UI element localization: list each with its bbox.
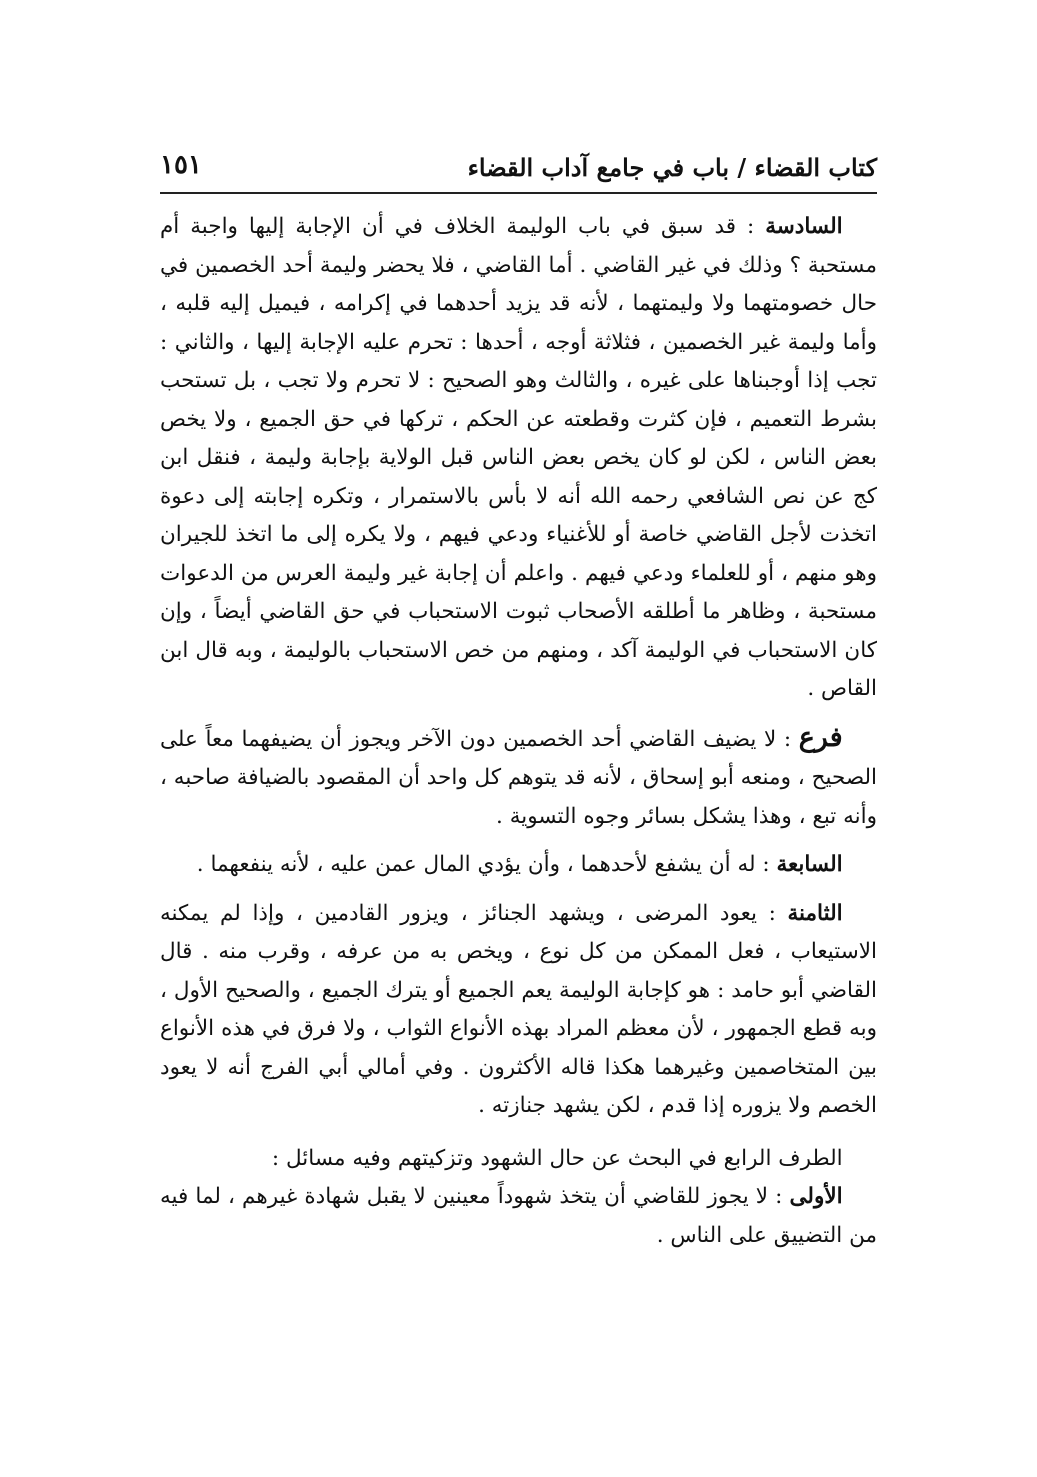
paragraph-heading: الأولى	[789, 1184, 843, 1209]
paragraph-text: : قد سبق في باب الوليمة الخلاف في أن الإجابة إليها واجبة أم مستحبة ؟ وذلك في غير القاضي . أما القاضي ، فلا يحضر وليمة أحد الخصمين في حال خصومتهما ولا وليمتهما ، لأنه قد يزيد أحدهما في إكرامه ، فيميل إليه قلبه ، وأما وليمة غير الخصمين ، فثلاثة أوجه ، أحدها : تحرم عليه الإجابة إليها ، والثاني : تجب إذا أوجبناها على غيره ، والثالث وهو الصحيح : لا تحرم ولا تجب ، بل تستحب بشرط التعميم ، فإن كثرت وقطعته عن الحكم ، تركها في حق الجميع ، ولا يخص بعض الناس ، لكن لو كان يخص بعض الناس قبل الولاية بإجابة وليمة ، فنقل ابن كج عن نص الشافعي رحمه الله أنه لا بأس بالاستمرار ، وتكره إجابته إلى دعوة اتخذت لأجل القاضي خاصة أو للأغنياء ودعي فيهم ، ولا يكره إلى ما اتخذ للجيران وهو منهم ، أو للعلماء ودعي فيهم . واعلم أن إجابة غير وليمة العرس من الدعوات مستحبة ، وظاهر ما أطلقه الأصحاب ثبوت الاستحباب في حق القاضي أيضاً ، وإن كان الاستحباب في الوليمة آكد ، ومنهم من خص الاستحباب بالوليمة ، وبه قال ابن القاص .	[160, 214, 877, 701]
paragraph-seventh	[160, 846, 877, 885]
paragraph-heading: الثامنة	[787, 900, 843, 926]
paragraph-text: : له أن يشفع لأحدهما ، وأن يؤدي المال عمن عليه ، لأنه ينفعهما .	[196, 852, 777, 877]
paragraph-text: : لا يجوز للقاضي أن يتخذ شهوداً معينين لا يقبل شهادة غيرهم ، لما فيه من التضييق على الناس .	[160, 1184, 877, 1248]
paragraph-text: : لا يضيف القاضي أحد الخصمين دون الآخر ويجوز أن يضيفهما معاً على الصحيح ، ومنعه أبو إسحاق ، لأنه قد يتوهم كل واحد أن المقصود بالضيافة صاحبه ، وأنه تبع ، وهذا يشكل بسائر وجوه التسوية .	[160, 726, 877, 829]
chapter-title: كتاب القضاء / باب في جامع آداب القضاء	[467, 153, 877, 182]
section-heading	[160, 1140, 877, 1179]
paragraph-heading: السابعة	[776, 852, 843, 877]
running-header	[160, 140, 877, 194]
paragraph-first	[160, 1178, 877, 1255]
paragraph-heading: السادسة	[765, 214, 843, 239]
paragraph-sixth	[160, 208, 877, 709]
text-body	[160, 208, 877, 1255]
page-number: ١٥١	[160, 150, 202, 180]
paragraph-branch	[160, 719, 877, 837]
paragraph-heading: فرع	[798, 721, 843, 753]
paragraph-text: : يعود المرضى ، ويشهد الجنائز ، ويزور القادمين ، وإذا لم يمكنه الاستيعاب ، فعل الممكن من كل نوع ، ويخص به من عرفه ، وقرب منه . قال القاضي أبو حامد : هو كإجابة الوليمة يعم الجميع أو يترك الجميع ، والصحيح الأول ، وبه قطع الجمهور ، لأن معظم المراد بهذه الأنواع الثواب ، ولا فرق في هذه الأنواع بين المتخاصمين وغيرهما هكذا قاله الأكثرون . وفي أمالي أبي الفرج أنه لا يعود الخصم ولا يزوره إذا قدم ، لكن يشهد جنازته .	[160, 900, 877, 1118]
section-heading-text: الطرف الرابع في البحث عن حال الشهود وتزكيتهم وفيه مسائل :	[271, 1145, 843, 1171]
paragraph-eighth	[160, 895, 877, 1126]
